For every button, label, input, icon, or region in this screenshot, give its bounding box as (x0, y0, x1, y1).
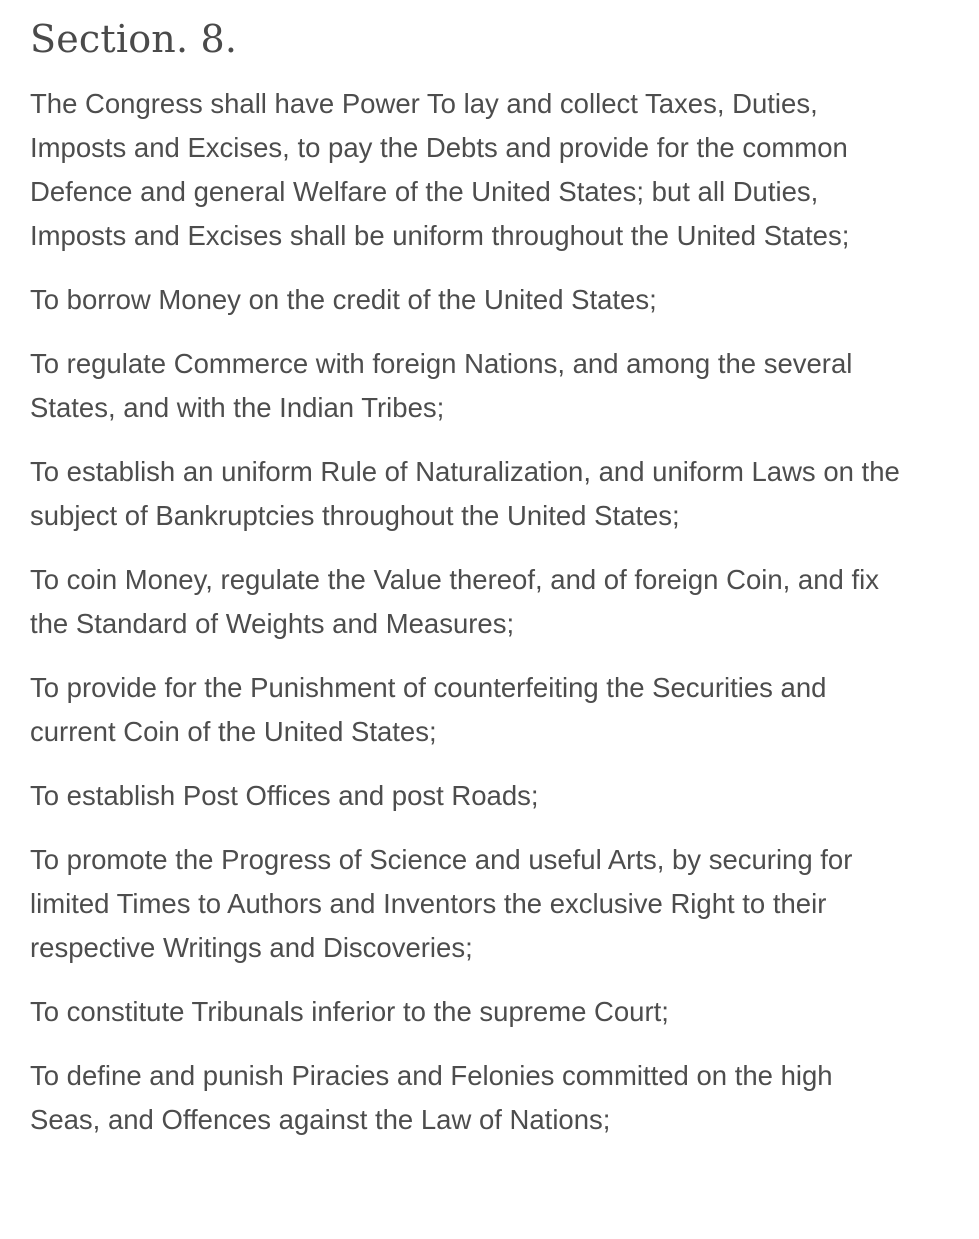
clause-paragraph: To borrow Money on the credit of the United States; (30, 284, 657, 315)
section-heading: Section. 8. (30, 17, 238, 61)
clause-paragraph: To provide for the Punishment of counterfeiting the Securities and current Coin of the United States; (30, 672, 827, 747)
clause-paragraph: To coin Money, regulate the Value thereof, and of foreign Coin, and fix the Standard of Weights and Measures; (30, 564, 879, 639)
clause-paragraph: To regulate Commerce with foreign Nations, and among the several States, and with the Indian Tribes; (30, 348, 853, 423)
clause-paragraph: To define and punish Piracies and Felonies committed on the high Seas, and Offences against the Law of Nations; (30, 1060, 833, 1135)
clause-paragraph: To establish an uniform Rule of Naturalization, and uniform Laws on the subject of Bankruptcies throughout the United States; (30, 456, 900, 531)
clause-paragraph: To constitute Tribunals inferior to the supreme Court; (30, 996, 669, 1027)
document-body (30, 16, 900, 1162)
clause-paragraph: To establish Post Offices and post Roads; (30, 780, 539, 811)
clause-paragraph: The Congress shall have Power To lay and collect Taxes, Duties, Imposts and Excises, to pay the Debts and provide for the common Defence and general Welfare of the United States; but all Duties, Imposts and Excises shall be uniform throughout the United States; (30, 88, 850, 251)
clause-paragraph: To promote the Progress of Science and useful Arts, by securing for limited Times to Authors and Inventors the exclusive Right to their respective Writings and Discoveries; (30, 844, 853, 963)
